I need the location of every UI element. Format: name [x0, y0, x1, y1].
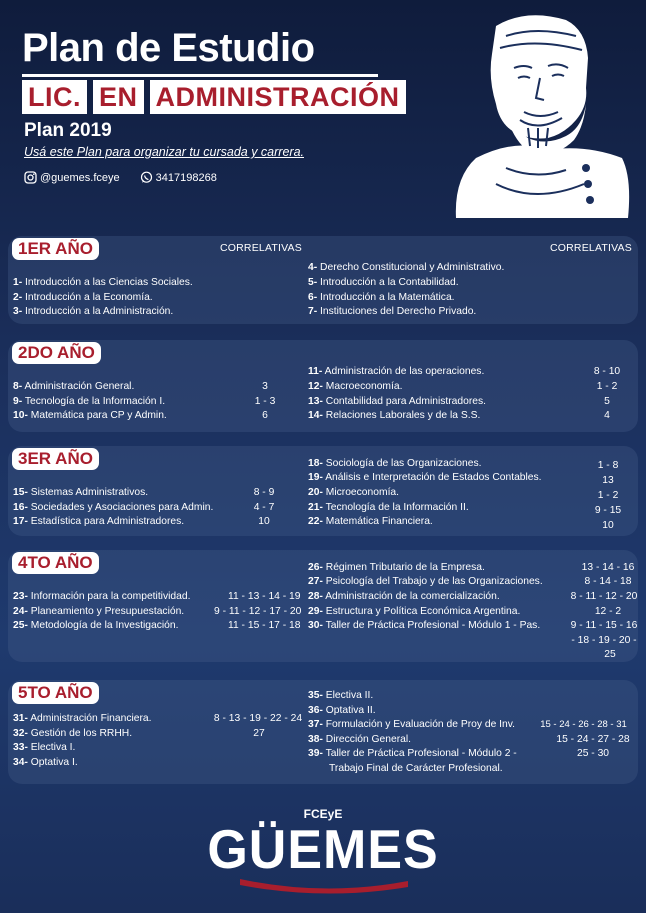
correlativa-value: 10: [258, 516, 270, 528]
correlativa-value: 4: [604, 410, 610, 422]
correlativa-value: 11 - 13 - 14 - 19: [228, 591, 301, 602]
correlativa-value: 8 - 14 - 18: [584, 576, 632, 588]
subject: 21- Tecnología de la Información II.: [308, 501, 469, 513]
whatsapp-icon: [140, 171, 153, 184]
correlativa-value: 3: [262, 381, 268, 392]
logo-swoosh: [240, 875, 408, 897]
title-underline: [22, 74, 378, 77]
subject: 11- Administración de las operaciones.: [308, 366, 485, 378]
year-label: 5TO AÑO: [12, 682, 99, 704]
correlativa-value: 27: [253, 727, 265, 739]
correlativa-value: 1 - 2: [597, 490, 619, 501]
subject: 17- Estadística para Administradores.: [13, 516, 185, 528]
subject: 35- Electiva II.: [308, 690, 374, 701]
year-label: 4TO AÑO: [12, 552, 99, 574]
correlativa-value: 25 - 30: [576, 748, 610, 760]
correlativas-header-left: CORRELATIVAS: [220, 242, 302, 254]
subject: 23- Información para la competitividad.: [13, 591, 191, 602]
correlativa-value: 13: [602, 475, 614, 486]
instagram-icon: [24, 171, 37, 184]
subject: 36- Optativa II.: [308, 704, 376, 716]
subject: 26- Régimen Tributario de la Empresa.: [308, 562, 485, 573]
correlativa-value: 12 - 2: [594, 605, 622, 617]
degree-part-2: EN: [93, 80, 144, 114]
year-card-2: [8, 340, 638, 432]
contacts: [24, 171, 217, 184]
correlativa-value: 8 - 13 - 19 - 22 - 24: [213, 713, 303, 724]
correlativa-value: 15 - 24 - 27 - 28: [556, 733, 630, 745]
correlativa-value: 9 - 11 - 12 - 17 - 20: [214, 605, 302, 617]
subject: 13- Contabilidad para Administradores.: [308, 395, 487, 407]
plan-subtitle: Usá este Plan para organizar tu cursada y carrera.: [24, 145, 304, 159]
subject: 29- Estructura y Política Económica Argentina.: [308, 605, 521, 617]
subject: 38- Dirección General.: [308, 733, 412, 745]
correlativa-value: 5: [604, 395, 610, 407]
correlativa-value: 4 - 7: [253, 501, 275, 513]
guemes-portrait-illustration: [436, 8, 636, 220]
subject: 2- Introducción a la Economía.: [13, 291, 153, 303]
subject: 5- Introducción a la Contabilidad.: [308, 277, 459, 288]
subject: 28- Administración de la comercialización.: [308, 591, 500, 602]
year-card-3: [8, 446, 638, 536]
subject: 37- Formulación y Evaluación de Proy de Inv.: [308, 719, 516, 731]
subject: 22- Matemática Financiera.: [308, 516, 433, 528]
year-card-4: [8, 550, 638, 662]
correlativa-value: 1 - 8: [597, 460, 619, 471]
subject: 32- Gestión de los RRHH.: [13, 727, 133, 739]
instagram-contact[interactable]: [24, 171, 120, 184]
guemes-logo: GÜEMES: [207, 819, 439, 881]
header: [0, 0, 646, 230]
subject: 27- Psicología del Trabajo y de las Organizaciones.: [308, 576, 543, 588]
subject: 7- Instituciones del Derecho Privado.: [308, 306, 477, 318]
footer-label: FCEyE: [303, 807, 343, 821]
subject: 18- Sociología de las Organizaciones.: [308, 458, 482, 469]
subject: 6- Introducción a la Matemática.: [308, 291, 455, 303]
subject: 10- Matemática para CP y Admin.: [13, 410, 167, 422]
correlativa-value: 1 - 2: [596, 381, 618, 392]
correlativa-value: 11 - 15 - 17 - 18: [228, 620, 301, 632]
subject-continuation: Trabajo Final de Carácter Profesional.: [329, 763, 503, 774]
whatsapp-contact[interactable]: [140, 171, 217, 184]
correlativa-value: 1 - 3: [254, 395, 276, 407]
year-label: 1ER AÑO: [12, 238, 99, 260]
subject: 16- Sociedades y Asociaciones para Admin.: [13, 501, 214, 513]
year-card-1: [8, 236, 638, 324]
subject: 39- Taller de Práctica Profesional - Módulo 2 -: [308, 748, 517, 760]
correlativa-value: - 18 - 19 - 20 -: [571, 634, 637, 646]
correlativa-value: 10: [602, 520, 614, 531]
subject: 30- Taller de Práctica Profesional - Módulo 1 - Pas.: [308, 620, 541, 632]
page-title: Plan de Estudio: [22, 26, 315, 70]
subject: 19- Análisis e Interpretación de Estados Contables.: [308, 472, 542, 484]
year-card-5: [8, 680, 638, 784]
degree-part-3: ADMINISTRACIÓN: [150, 80, 406, 114]
subject: 9- Tecnología de la Información I.: [13, 395, 166, 407]
subject: 12- Macroeconomía.: [308, 381, 403, 392]
phone-number: 3417198268: [155, 171, 217, 184]
correlativas-header-right: CORRELATIVAS: [550, 242, 632, 254]
subject: 14- Relaciones Laborales y de la S.S.: [308, 410, 481, 422]
subject: 20- Microeconomía.: [308, 487, 400, 498]
subject: 34- Optativa I.: [13, 756, 78, 768]
subject: 15- Sistemas Administrativos.: [13, 487, 149, 498]
correlativa-value: 8 - 9: [253, 487, 275, 498]
subject: 25- Metodología de la Investigación.: [13, 620, 179, 632]
plan-year: Plan 2019: [24, 120, 112, 141]
subject: 4- Derecho Constitucional y Administrativo.: [308, 262, 505, 274]
correlativa-value: 25: [604, 649, 616, 661]
instagram-handle: @guemes.fceye: [40, 171, 120, 184]
subject: 3- Introducción a la Administración.: [13, 306, 174, 318]
correlativa-value: 8 - 11 - 12 - 20: [570, 591, 638, 602]
subject: 33- Electiva I.: [13, 742, 76, 754]
degree-part-1: LIC.: [22, 80, 87, 114]
correlativa-value: 15 - 24 - 26 - 28 - 31: [540, 719, 627, 731]
subject: 1- Introducción a las Ciencias Sociales.: [13, 277, 193, 288]
correlativa-value: 13 - 14 - 16: [581, 562, 635, 573]
correlativa-value: 9 - 11 - 15 - 16: [570, 620, 638, 632]
correlativa-value: 6: [262, 410, 268, 422]
subject: 31- Administración Financiera.: [13, 713, 152, 724]
correlativa-value: 9 - 15: [594, 505, 622, 516]
correlativa-value: 8 - 10: [593, 366, 621, 378]
year-label: 2DO AÑO: [12, 342, 101, 364]
subject: 8- Administración General.: [13, 381, 135, 392]
year-label: 3ER AÑO: [12, 448, 99, 470]
degree-title: [22, 80, 406, 114]
subject: 24- Planeamiento y Presupuestación.: [13, 605, 185, 617]
